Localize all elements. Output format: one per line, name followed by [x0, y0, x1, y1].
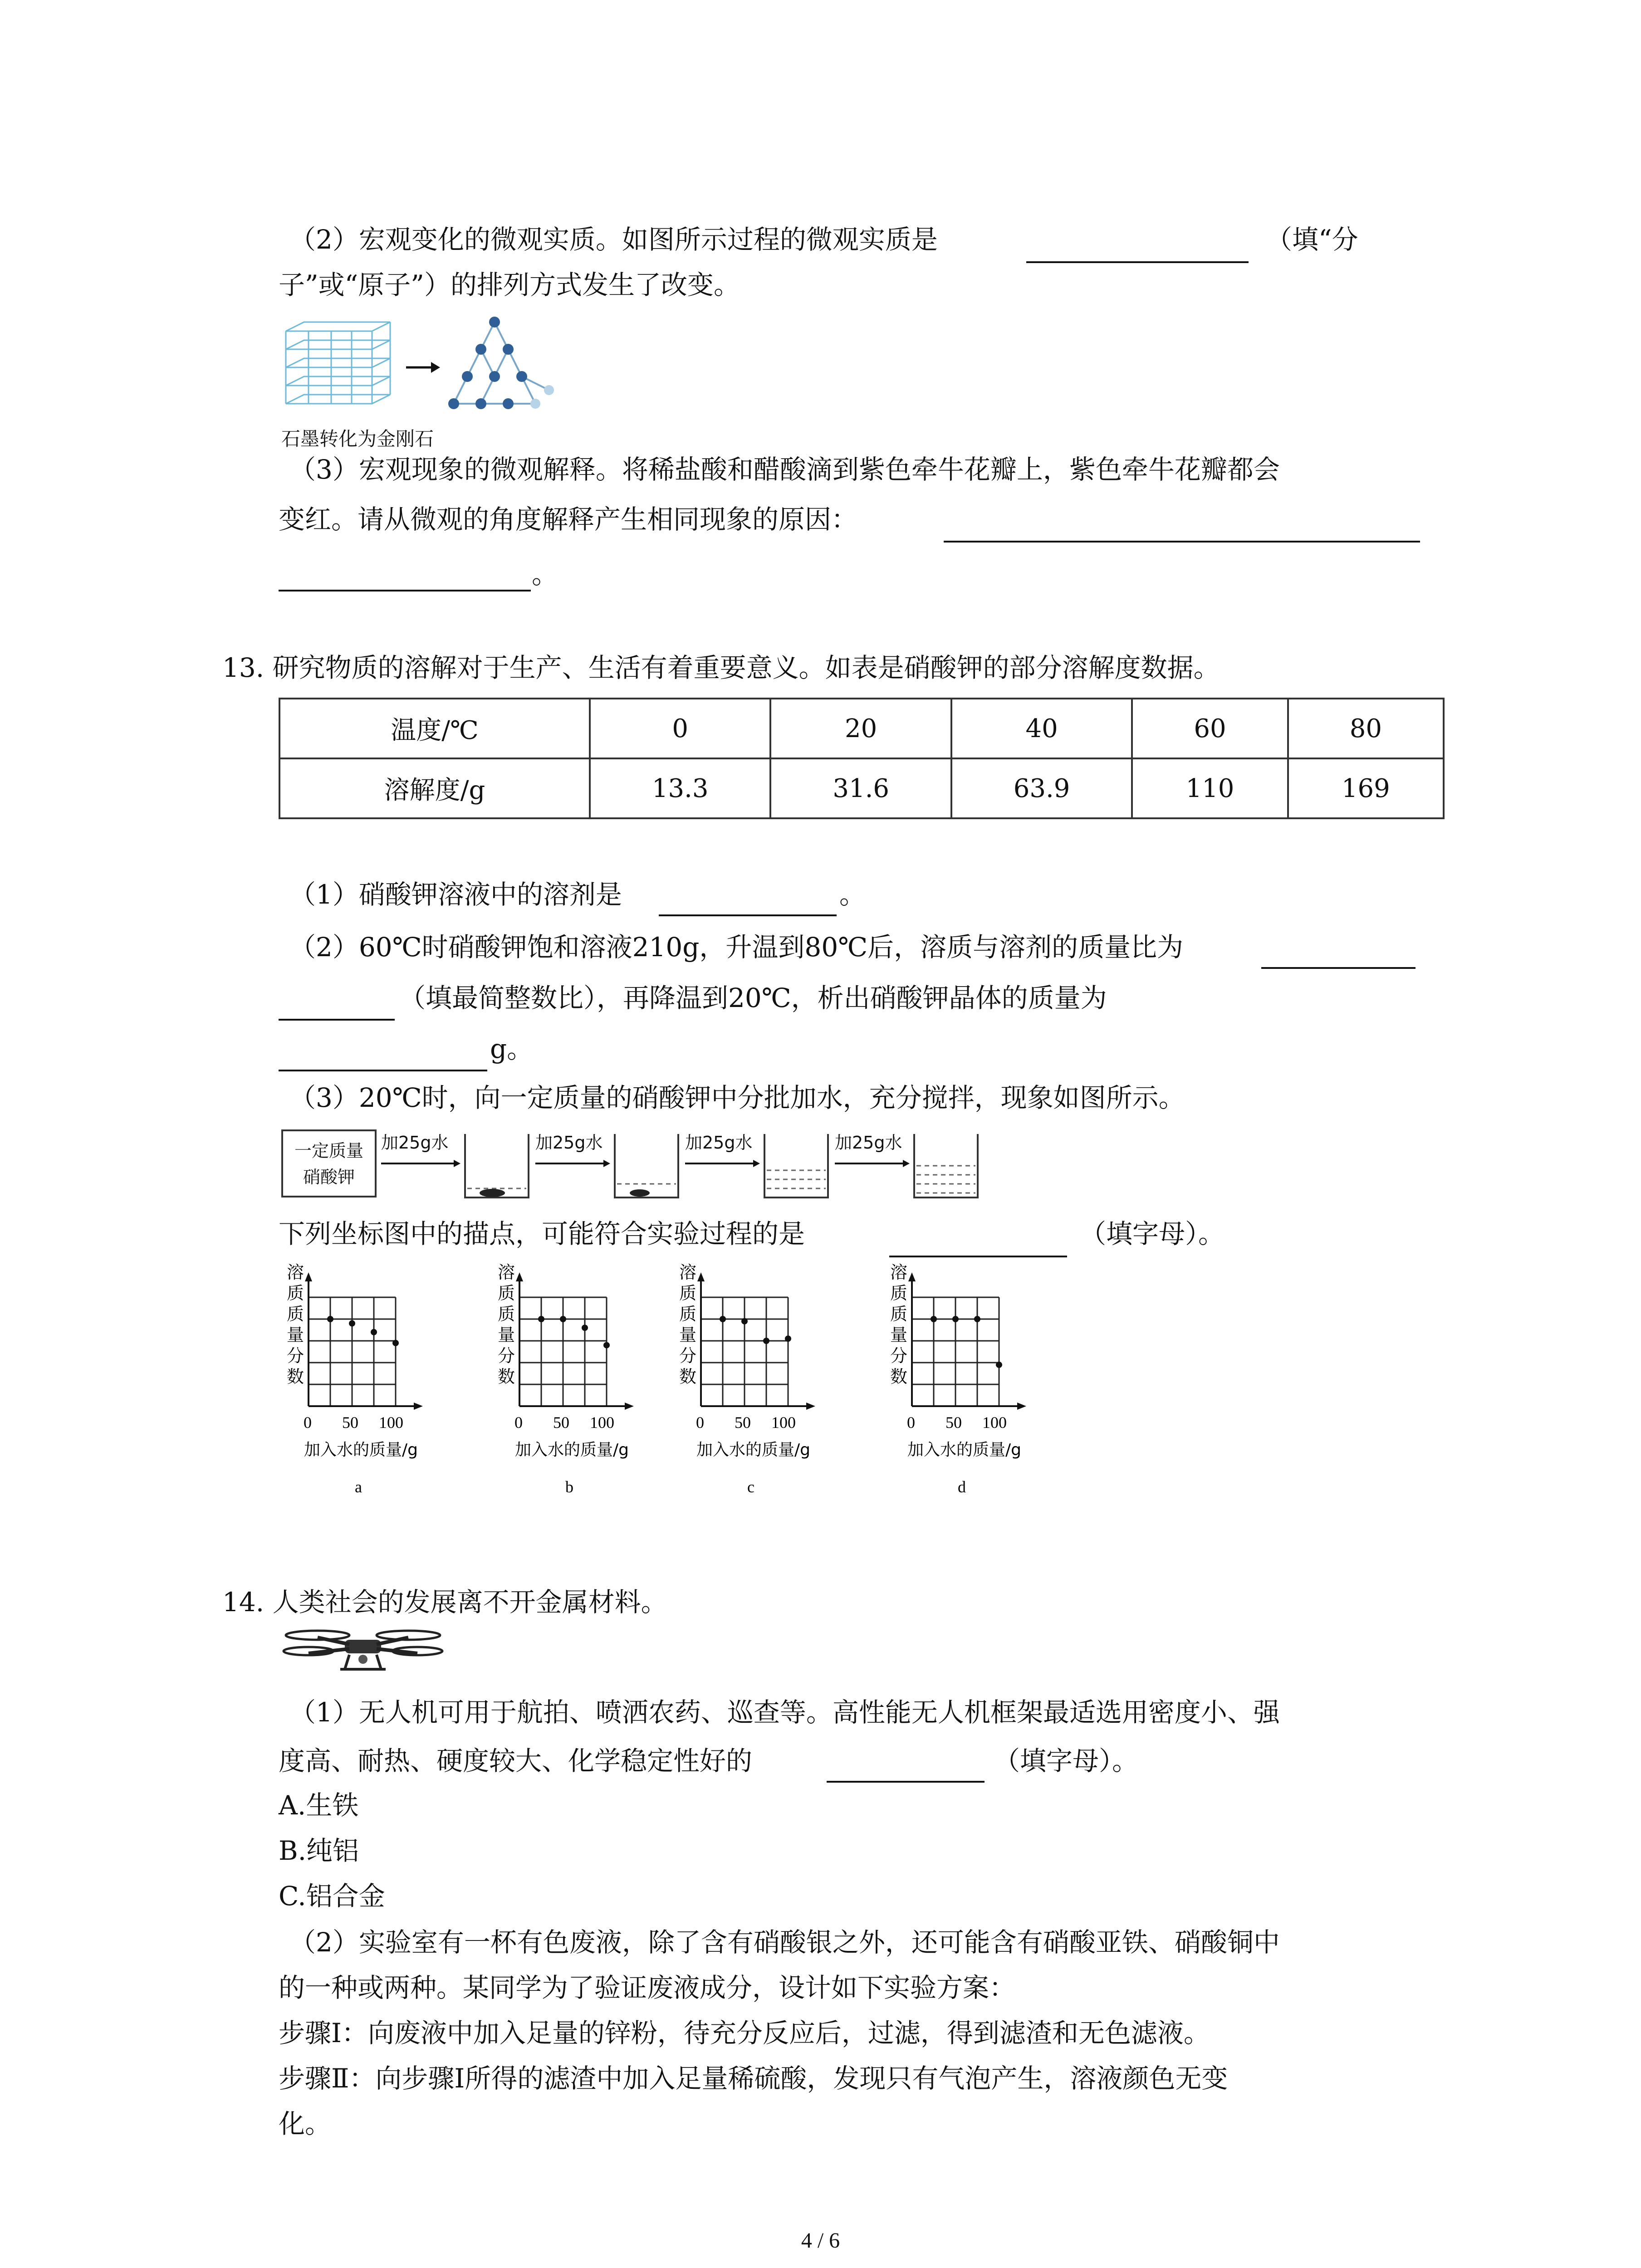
table-cell: 80 — [1288, 699, 1444, 758]
x-axis-arrow — [1017, 1403, 1026, 1410]
table-row — [279, 758, 1444, 818]
x-axis-arrow — [414, 1403, 423, 1410]
q12-part3-line2: 变红。请从微观的角度解释产生相同现象的原因： — [279, 504, 858, 535]
table-cell: 20 — [770, 699, 951, 758]
data-point — [741, 1318, 748, 1325]
y-axis-label-char: 量 — [890, 1325, 908, 1345]
data-point — [785, 1335, 791, 1342]
y-axis-label-char: 质 — [679, 1283, 697, 1303]
q13-part2-answer-blank-1[interactable] — [1261, 967, 1416, 969]
data-point — [952, 1316, 959, 1322]
graph-letter: b — [565, 1478, 573, 1496]
q14-step1: 步骤Ⅰ：向废液中加入足量的锌粉，待充分反应后，过滤，得到滤渣和无色滤液。 — [279, 2018, 1210, 2048]
flow-box-line2: 硝酸钾 — [303, 1167, 355, 1187]
drone-image — [281, 1619, 445, 1678]
data-point — [392, 1340, 399, 1346]
x-tick-label: 50 — [553, 1413, 569, 1432]
graphite-to-diamond-figure — [281, 313, 563, 422]
q12-part2-line2: 子”或“原子”）的排列方式发生了改变。 — [279, 269, 740, 300]
q14-step2-line2: 化。 — [279, 2108, 332, 2139]
y-axis-label-char: 质 — [890, 1283, 908, 1303]
x-tick-label: 50 — [342, 1413, 358, 1432]
flow-arrow-label-2: 加25g水 — [535, 1133, 603, 1153]
x-axis-label: 加入水的质量/g — [515, 1441, 629, 1459]
graph-letter: c — [747, 1478, 754, 1496]
data-point — [974, 1316, 980, 1322]
x-tick-label: 0 — [304, 1413, 312, 1432]
x-tick-label: 100 — [982, 1413, 1007, 1432]
y-axis-label-char: 数 — [287, 1367, 304, 1387]
q12-part3-end: 。 — [532, 559, 558, 590]
y-axis-label-char: 数 — [890, 1367, 908, 1387]
data-point — [582, 1325, 588, 1331]
graph-letter: a — [355, 1478, 362, 1496]
table-cell: 110 — [1132, 758, 1288, 818]
y-axis-arrow — [697, 1272, 705, 1281]
q12-part2-line1-tail: （填“分 — [1266, 224, 1358, 255]
y-axis-label-char: 溶 — [287, 1262, 304, 1282]
data-point — [603, 1342, 610, 1349]
q12-part3-answer-blank-2[interactable] — [279, 590, 531, 591]
figure-caption-graphite-diamond: 石墨转化为金刚石 — [281, 428, 434, 450]
data-point — [996, 1362, 1002, 1368]
y-axis-arrow — [908, 1272, 916, 1281]
q13-part2-line2: （填最简整数比），再降温到20℃，析出硝酸钾晶体的质量为 — [399, 982, 1107, 1013]
x-tick-label: 50 — [945, 1413, 962, 1432]
flow-box-line1: 一定质量 — [294, 1141, 363, 1161]
q14-option-c: C.铝合金 — [279, 1881, 385, 1911]
q13-part1-end: 。 — [839, 879, 866, 910]
table-cell: 169 — [1288, 758, 1444, 818]
q13-part2-line1: （2）60℃时硝酸钾饱和溶液210g，升温到80℃后，溶质与溶剂的质量比为 — [289, 932, 1184, 963]
flow-box-potassium-nitrate — [281, 1129, 377, 1198]
q14-part2-line1: （2）实验室有一杯有色废液，除了含有硝酸银之外，还可能含有硝酸亚铁、硝酸铜中 — [289, 1927, 1280, 1958]
data-point — [560, 1316, 566, 1322]
data-point — [720, 1316, 726, 1322]
x-tick-label: 50 — [735, 1413, 751, 1432]
x-tick-label: 0 — [514, 1413, 523, 1432]
y-axis-label-char: 质 — [679, 1304, 697, 1324]
y-axis-label-char: 溶 — [679, 1262, 697, 1282]
y-axis-label-char: 分 — [679, 1346, 697, 1366]
answer-graph-a — [277, 1256, 431, 1510]
q13-part1: （1）硝酸钾溶液中的溶剂是 — [289, 879, 622, 910]
x-axis-arrow — [806, 1403, 815, 1410]
y-axis-arrow — [305, 1272, 312, 1281]
y-axis-label-char: 质 — [498, 1304, 515, 1324]
x-axis-arrow — [625, 1403, 634, 1410]
q14-part1-tail: （填字母）。 — [994, 1745, 1139, 1776]
q14-part1-line2: 度高、耐热、硬度较大、化学稳定性好的 — [279, 1745, 753, 1776]
y-axis-label-char: 分 — [498, 1346, 515, 1366]
flow-arrow-label-4: 加25g水 — [835, 1133, 902, 1153]
x-tick-label: 100 — [379, 1413, 403, 1432]
x-tick-label: 0 — [696, 1413, 704, 1432]
q14-option-b: B.纯铝 — [279, 1835, 359, 1866]
x-axis-label: 加入水的质量/g — [696, 1441, 810, 1459]
y-axis-label-char: 溶 — [498, 1262, 515, 1282]
y-axis-label-char: 质 — [890, 1304, 908, 1324]
q13-part1-answer-blank[interactable] — [659, 914, 837, 916]
table-cell: 40 — [951, 699, 1132, 758]
x-tick-label: 0 — [907, 1413, 915, 1432]
table-header-temperature: 温度/℃ — [279, 699, 590, 758]
y-axis-label-char: 质 — [498, 1283, 515, 1303]
y-axis-label-char: 数 — [679, 1367, 697, 1387]
solubility-table — [279, 698, 1445, 819]
q12-part2-answer-blank[interactable] — [1026, 261, 1249, 263]
q13-part3: （3）20℃时，向一定质量的硝酸钾中分批加水，充分搅拌，现象如图所示。 — [289, 1082, 1185, 1113]
page-number: 4 / 6 — [801, 2229, 840, 2253]
data-point — [538, 1316, 544, 1322]
y-axis-label-char: 质 — [287, 1283, 304, 1303]
y-axis-label-char: 量 — [287, 1325, 304, 1345]
table-row — [279, 699, 1444, 758]
flow-arrow-label-3: 加25g水 — [685, 1133, 753, 1153]
answer-graph-b — [488, 1256, 642, 1510]
x-tick-label: 100 — [590, 1413, 614, 1432]
table-cell: 63.9 — [951, 758, 1132, 818]
y-axis-label-char: 量 — [498, 1325, 515, 1345]
x-axis-label: 加入水的质量/g — [907, 1441, 1021, 1459]
x-tick-label: 100 — [771, 1413, 796, 1432]
y-axis-label-char: 数 — [498, 1367, 515, 1387]
data-point — [327, 1316, 333, 1322]
table-cell: 0 — [590, 699, 770, 758]
q13-part2-end: g。 — [490, 1033, 534, 1064]
data-point — [763, 1338, 769, 1344]
x-axis-label: 加入水的质量/g — [304, 1441, 418, 1459]
q14-part2-line2: 的一种或两种。某同学为了验证废液成分，设计如下实验方案： — [279, 1972, 1016, 2003]
q14-stem: 14. 人类社会的发展离不开金属材料。 — [222, 1587, 667, 1618]
answer-graph-c — [669, 1256, 823, 1510]
data-point — [349, 1320, 355, 1327]
data-point — [931, 1316, 937, 1322]
table-cell: 13.3 — [590, 758, 770, 818]
q14-part1-answer-blank[interactable] — [827, 1781, 985, 1783]
q12-part3-line1: （3）宏观现象的微观解释。将稀盐酸和醋酸滴到紫色牵牛花瓣上，紫色牵牛花瓣都会 — [289, 454, 1280, 485]
graph-letter: d — [958, 1478, 966, 1496]
y-axis-label-char: 量 — [679, 1325, 697, 1345]
flow-arrow-label-1: 加25g水 — [381, 1133, 449, 1153]
data-point — [371, 1329, 377, 1335]
q14-part1-line1: （1）无人机可用于航拍、喷洒农药、巡查等。高性能无人机框架最适选用密度小、强 — [289, 1697, 1280, 1728]
y-axis-label-char: 分 — [287, 1346, 304, 1366]
y-axis-label-char: 质 — [287, 1304, 304, 1324]
q13-part3-question: 下列坐标图中的描点，可能符合实验过程的是 — [279, 1218, 805, 1249]
table-cell: 31.6 — [770, 758, 951, 818]
y-axis-label-char: 分 — [890, 1346, 908, 1366]
y-axis-label-char: 溶 — [890, 1262, 908, 1282]
q13-part2-answer-blank-2[interactable] — [279, 1019, 395, 1021]
q12-part3-answer-blank-1[interactable] — [944, 541, 1420, 543]
q14-option-a: A.生铁 — [279, 1790, 359, 1821]
q13-part2-answer-blank-3[interactable] — [279, 1070, 487, 1071]
q12-part2-line1: （2）宏观变化的微观实质。如图所示过程的微观实质是 — [289, 224, 938, 255]
table-cell: 60 — [1132, 699, 1288, 758]
y-axis-arrow — [516, 1272, 523, 1281]
table-header-solubility: 溶解度/g — [279, 758, 590, 818]
q14-step2-line1: 步骤Ⅱ：向步骤Ⅰ所得的滤渣中加入足量稀硫酸，发现只有气泡产生，溶液颜色无变 — [279, 2063, 1228, 2094]
answer-graph-d — [880, 1256, 1034, 1510]
q13-part3-question-tail: （填字母）。 — [1080, 1218, 1225, 1249]
q13-stem: 13. 研究物质的溶解对于生产、生活有着重要意义。如表是硝酸钾的部分溶解度数据。 — [222, 652, 1220, 683]
